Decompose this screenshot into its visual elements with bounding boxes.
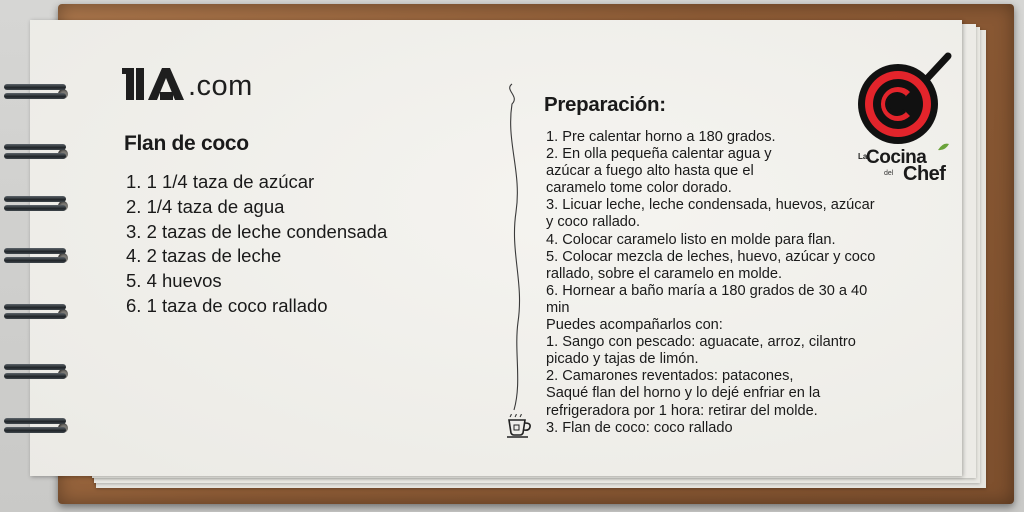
preparation-line: min — [546, 299, 570, 316]
spiral-ring — [4, 244, 72, 274]
chef-logo-cocina: Cocina — [866, 147, 927, 168]
preparation-line: 5. Colocar mezcla de leches, huevo, azúcar y coco — [546, 248, 876, 265]
preparation-line: 1. Pre calentar horno a 180 grados. — [546, 129, 776, 145]
spiral-ring — [4, 80, 72, 110]
ingredient-item: 2. 1/4 taza de agua — [126, 195, 285, 217]
chef-logo-la: La — [858, 152, 868, 161]
site-domain: .com — [188, 70, 253, 102]
recipe-title: Flan de coco — [124, 132, 249, 155]
ingredient-item: 4. 2 tazas de leche — [126, 245, 282, 267]
ingredients-list — [126, 170, 387, 319]
preparation-line: rallado, sobre el caramelo en molde. — [546, 265, 783, 282]
spiral-ring — [4, 414, 72, 444]
preparation-steps — [546, 129, 875, 437]
spiral-ring — [4, 360, 72, 390]
ingredient-item: 3. 2 tazas de leche condensada — [126, 220, 388, 242]
spiral-ring — [4, 192, 72, 222]
preparation-title: Preparación: — [544, 93, 666, 116]
spiral-ring — [4, 140, 72, 170]
preparation-line: refrigeradora por 1 hora: retirar del molde. — [546, 402, 818, 419]
preparation-line: 4. Colocar caramelo listo en molde para flan. — [546, 231, 836, 248]
preparation-line: 3. Flan de coco: coco rallado — [546, 419, 733, 436]
preparation-line: 1. Sango con pescado: aguacate, arroz, cilantro — [546, 334, 856, 351]
preparation-line: y coco rallado. — [546, 214, 641, 231]
ingredient-item: 1. 1 1/4 taza de azúcar — [126, 171, 315, 192]
preparation-line: 2. En olla pequeña calentar agua y — [546, 146, 772, 163]
chef-logo-del: del — [884, 170, 894, 177]
coffee-cup-icon — [506, 414, 534, 438]
preparation-line: caramelo tome color dorado. — [546, 180, 732, 197]
chef-logo-chef: Chef — [903, 163, 946, 185]
preparation-line: 2. Camarones reventados: patacones, — [546, 368, 794, 385]
preparation-line: picado y tajas de limón. — [546, 351, 699, 368]
ingredient-item: 5. 4 huevos — [126, 270, 222, 292]
spiral-ring — [4, 300, 72, 330]
site-logo-mark — [122, 64, 186, 102]
preparation-line: Saqué flan del horno y lo dejé enfriar en la — [546, 385, 821, 402]
ingredient-item: 6. 1 taza de coco rallado — [126, 294, 328, 316]
preparation-line: Puedes acompañarlos con: — [546, 317, 723, 334]
preparation-line: 3. Licuar leche, leche condensada, huevos, azúcar — [546, 197, 875, 214]
wavy-line-divider — [500, 82, 530, 412]
preparation-line: azúcar a fuego alto hasta que el — [546, 163, 754, 180]
preparation-line: 6. Hornear a baño maría a 180 grados de 30 a 40 — [546, 282, 868, 299]
site-logo[interactable] — [122, 62, 253, 102]
